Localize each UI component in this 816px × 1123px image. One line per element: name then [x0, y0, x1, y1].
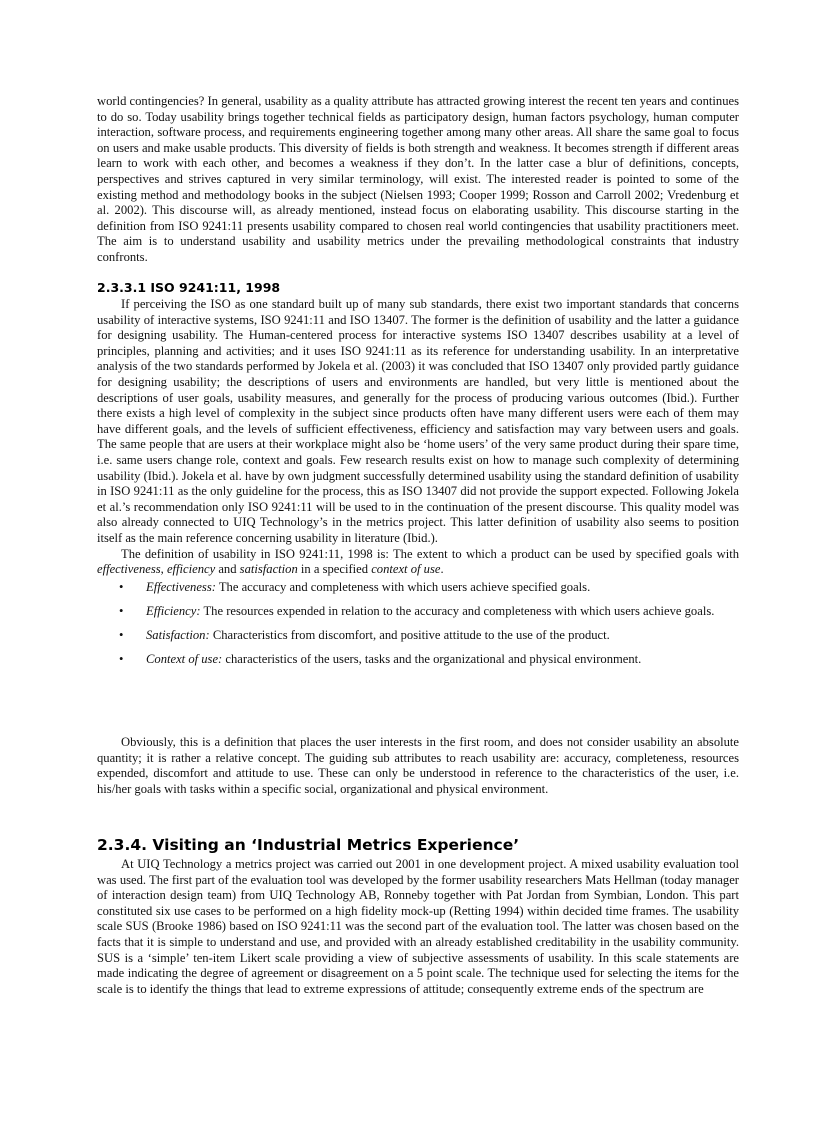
- bullet-item: [97, 580, 739, 596]
- bullet-term: Effectiveness:: [146, 579, 216, 594]
- bullet-text: The accuracy and completeness with which users achieve specified goals.: [215, 579, 591, 594]
- industrial-section-body: [97, 857, 739, 997]
- bullet-term: Efficiency:: [146, 603, 201, 618]
- bullet-term: Satisfaction:: [146, 627, 210, 642]
- term-effectiveness: effectiveness: [97, 562, 161, 577]
- iso-paragraph: If perceiving the ISO as one standard built up of many sub standards, there exist two important standards that concerns usability of interactive systems, ISO 9241:11 and ISO 13407. The former is the definition of usability and the latter a guidance for designing usability. The Human-centered process for interactive systems ISO 13407 describes usability at a level of principles, planning and activities; and it uses ISO 9241:11 as its reference for understanding usability. In an interpretative analysis of the two standards performed by Jokela et al. (2003) it was concluded that ISO 13407 only provided partly guidance for designing usability; the descriptions of users and environments are handled, but very little is mentioned about the descriptions of user goals, usability measures, and generally for the process of producing various outcomes (Ibid.). Further there exists a high level of complexity in the subject since products often have many different users were each of them may have different goals, and the levels of sufficient effectiveness, efficiency and satisfaction may vary between users and goals. The same people that are users at their workplace might also be ‘home users’ of the very same product during their spare time, i.e. same users change role, context and goals. Few research results exist on how to manage such complexity of determining usability (Ibid.). Jokela et al. have by own judgment successfully determined usability using the standard definition of usability in ISO 9241:11 as the only guideline for the process, this as ISO 13407 did not provide the support expected. Following Jokela et al.’s recommendation only ISO 9241:11 will be used to in the continuation of the present discourse. This quality model was also already connected to UIQ Technology’s in the metrics project. This latter definition of usability also seems to position itself as the main reference concerning usability in literature (Ibid.).: [97, 297, 739, 545]
- definition-paragraph: [97, 547, 739, 578]
- bullet-text: characteristics of the users, tasks and the organizational and physical environment.: [222, 651, 642, 666]
- intro-paragraph: world contingencies? In general, usability as a quality attribute has attracted growing interest the recent ten years and continues to do so. Today usability brings together technical fields as participatory design, human factors psychology, human computer interaction, software process, and requirements engineering together among many other areas. All share the same goal to focus on users and make usable products. This diversity of fields is both strength and weakness. It becomes strength if different areas learn to work with each other, and becomes a weakness if they don’t. In the latter case a blur of definitions, concepts, perspectives and strives captured in very similar terminology, will exist. The interested reader is pointed to some of the existing method and methodology books in the subject (Nielsen 1993; Cooper 1999; Rosson and Carroll 2002; Vredenburg et al. 2002). This discourse will, as already mentioned, instead focus on elaborating usability. This discourse starting in the definition from ISO 9241:11 presents usability compared to chosen real world contingencies that usability practitioners meet. The aim is to understand usability and usability metrics under the prevailing methodological constraints that industry confronts.: [97, 94, 739, 264]
- bullet-item: [97, 628, 739, 644]
- bullet-text: Characteristics from discomfort, and positive attitude to the use of the product.: [209, 627, 610, 642]
- separator: and: [215, 562, 240, 577]
- industrial-paragraph: At UIQ Technology a metrics project was carried out 2001 in one development project. A mixed usability evaluation tool was used. The first part of the evaluation tool was developed by the former usability researchers Mats Hellman (today manager of interaction design team) from UIQ Technology AB, Ronneby together with Pat Jordan from Symbian, London. This part constituted six use cases to be performed on a high fidelity mock-up (Retting 1994) within decided time frames. The usability scale SUS (Brooke 1986) based on ISO 9241:11 was the second part of the evaluation tool. The latter was chosen based on the facts that it is simple to understand and use, and provided with an already established creditability in the usability community. SUS is a ‘simple’ ten-item Likert scale providing a view of subjective assessments of usability. In this scale statements are made indicating the degree of agreement or disagreement on a 5 point scale. The technique used for selecting the items for the scale is to identify the things that lead to extreme expressions of attitude; consequently extreme ends of the spectrum are: [97, 857, 739, 996]
- separator: ,: [160, 562, 167, 577]
- bullet-item: [97, 652, 739, 668]
- obviously-paragraph: Obviously, this is a definition that places the user interests in the first room, and does not consider usability an absolute quantity; it is rather a relative concept. The guiding sub attributes to reach usability are: accuracy, completeness, resources expended, discomfort and attitude to use. These can only be understood in reference to the characteristics of the user, i.e. his/her goals with tasks within a specific social, organizational and physical environment.: [97, 735, 739, 796]
- bullet-text: The resources expended in relation to the accuracy and completeness with which users achieve goals.: [200, 603, 715, 618]
- section-heading-iso-9241: 2.3.3.1 ISO 9241:11, 1998: [97, 280, 281, 295]
- bullet-icon: •: [119, 627, 124, 642]
- bullet-icon: •: [119, 651, 124, 666]
- definition-text: The definition of usability in ISO 9241:11, 1998 is: The extent to which a product can be used by specified goals with: [121, 546, 739, 561]
- obviously-paragraph-block: [97, 735, 739, 797]
- bullet-icon: •: [119, 603, 124, 618]
- bullet-item: [97, 604, 739, 620]
- definition-bullet-list: [97, 580, 739, 668]
- section-heading-industrial-metrics: 2.3.4. Visiting an ‘Industrial Metrics Experience’: [97, 836, 520, 854]
- bullet-icon: •: [119, 579, 124, 594]
- term-satisfaction: satisfaction: [239, 562, 298, 577]
- separator: in a specified: [297, 562, 372, 577]
- intro-paragraph-block: [97, 94, 739, 266]
- term-efficiency: efficiency: [166, 562, 216, 577]
- iso-section-body: [97, 297, 739, 676]
- bullet-term: Context of use:: [146, 651, 223, 666]
- term-context-of-use: context of use: [371, 562, 441, 577]
- period: .: [440, 562, 444, 577]
